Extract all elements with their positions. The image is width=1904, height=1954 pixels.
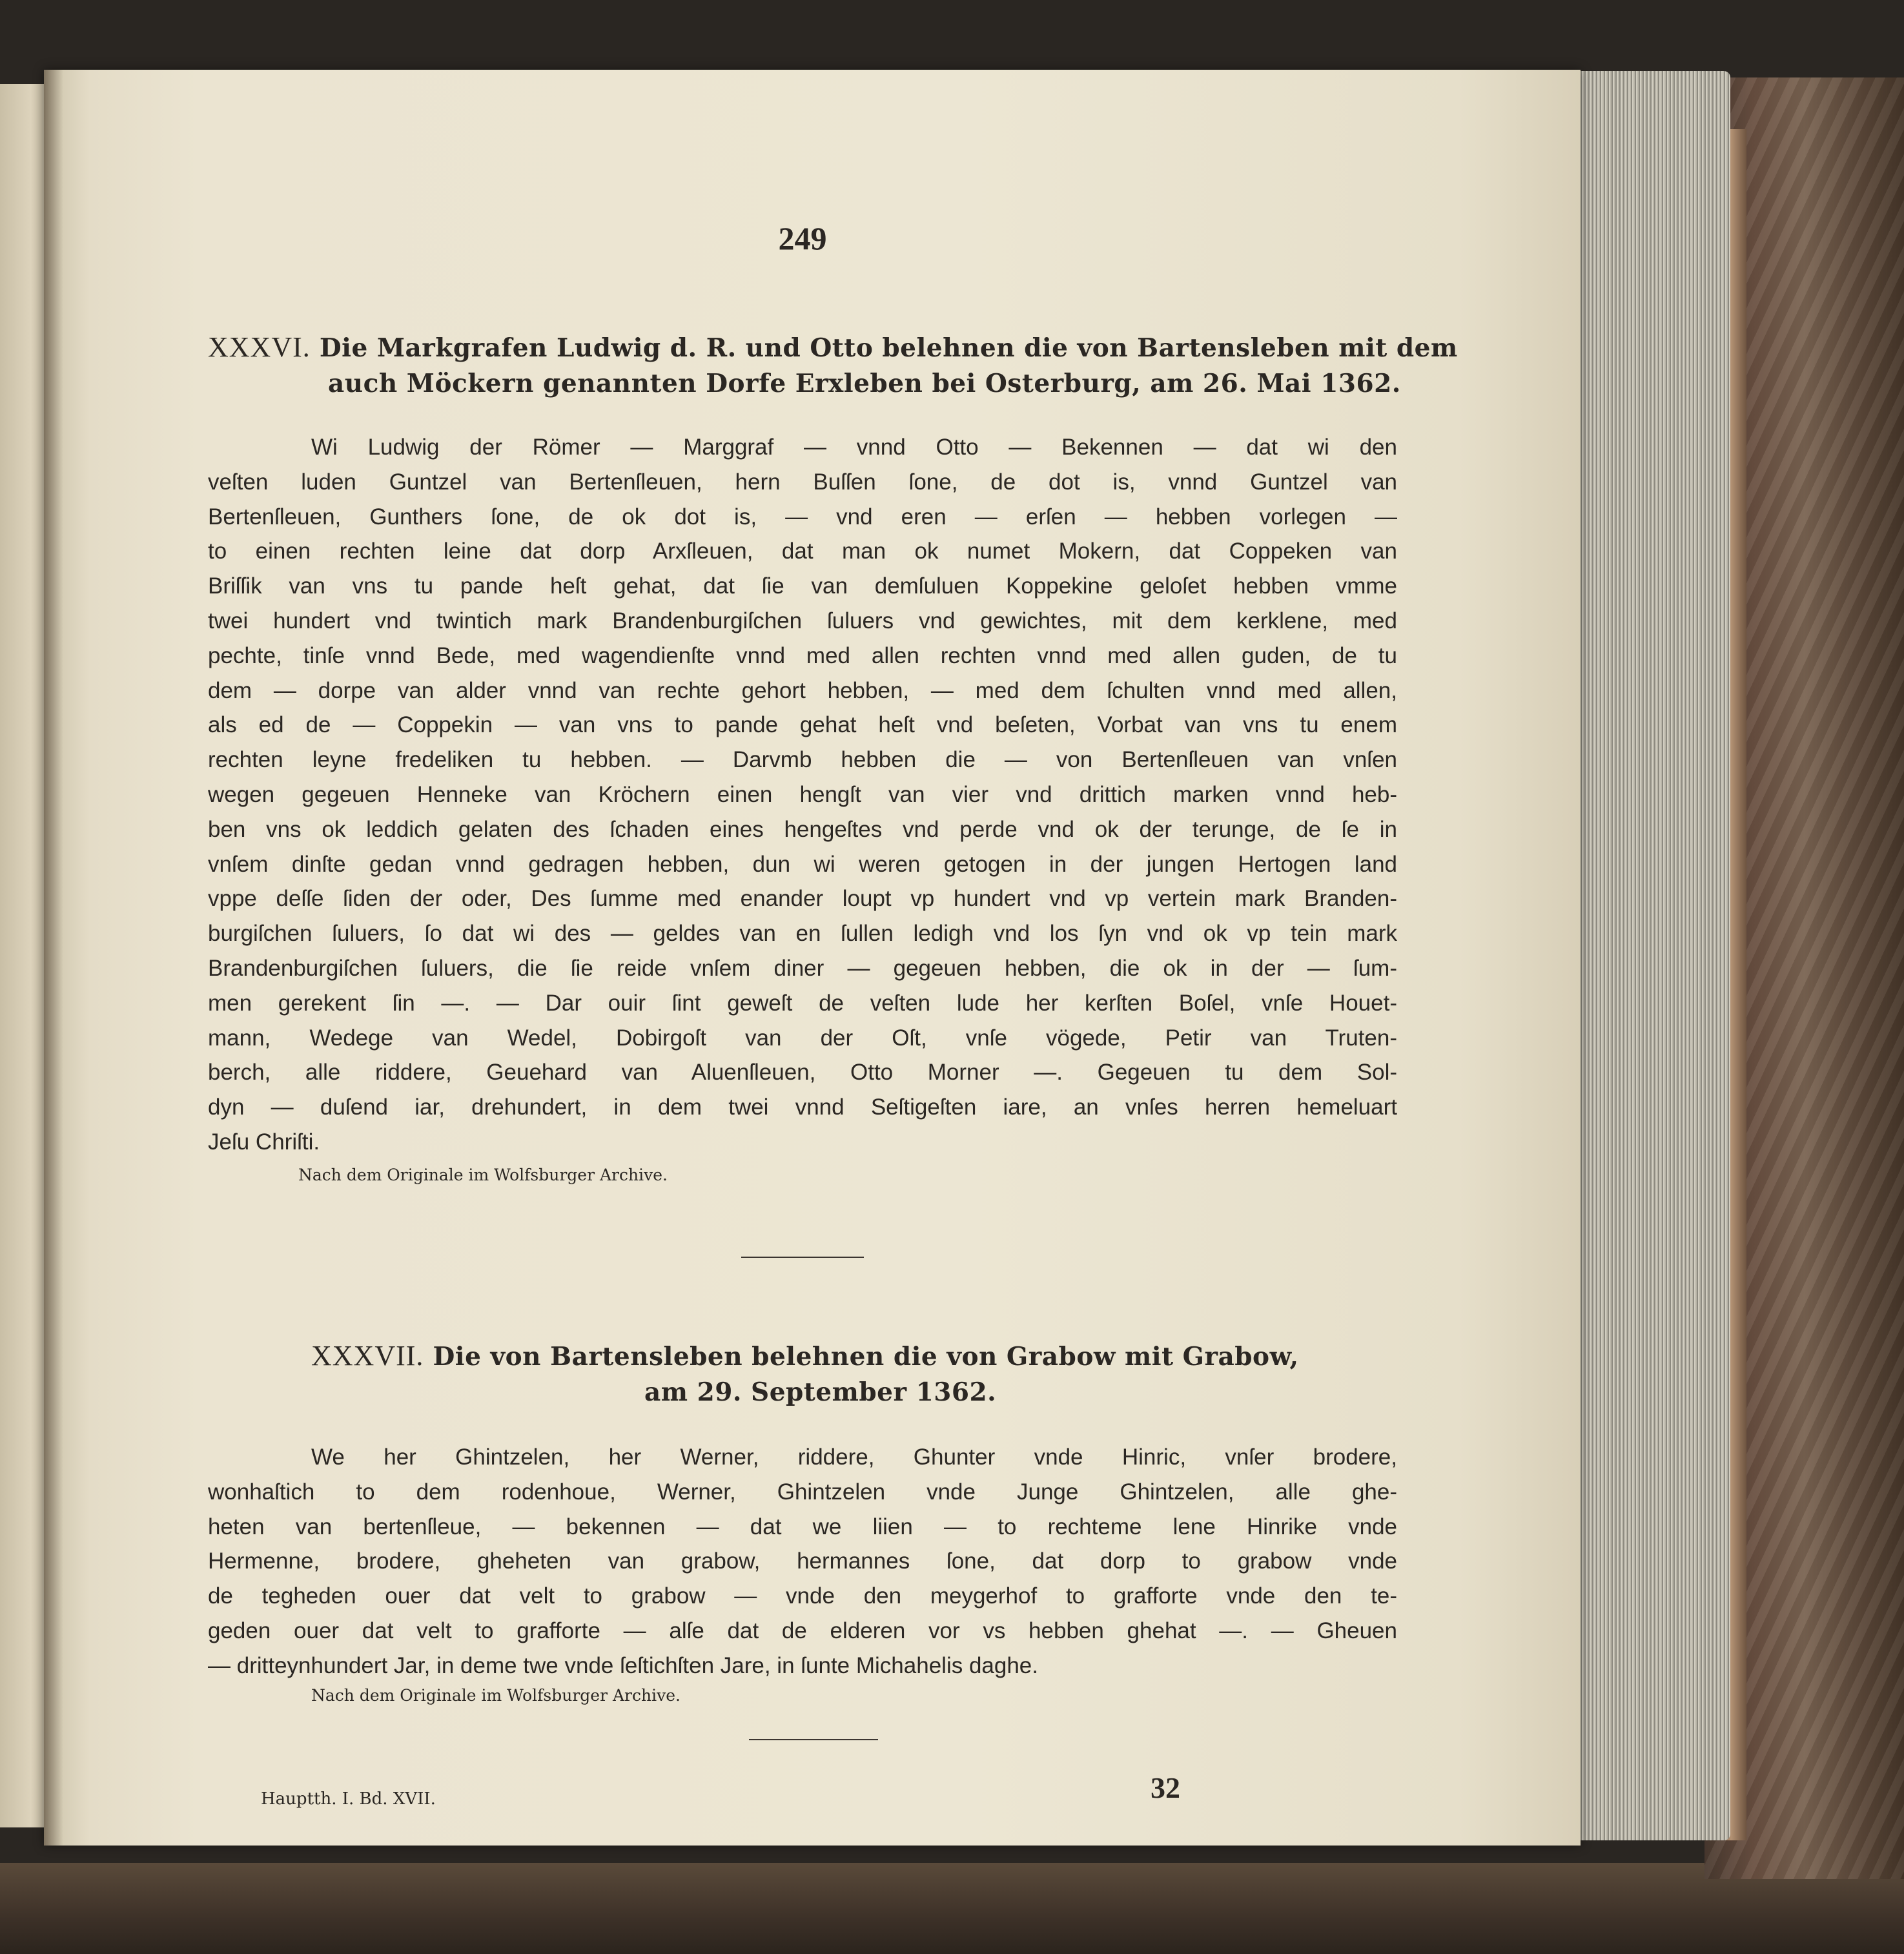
text-line: — dritteynhundert Jar, in deme twe vnde ſeſtichſten Jare, in ſunte Michahelis daghe. — [208, 1652, 1038, 1678]
section-title-part-1: Die von Bartensleben belehnen die von Grabow mit Grabow, — [433, 1342, 1299, 1372]
page-number: 249 — [778, 220, 827, 256]
text-line: Bertenſleuen, Gunthers ſone, de ok dot is, — vnd eren — erſen — hebben vorlegen — — [208, 504, 1397, 530]
text-line: twei hundert vnd twintich mark Brandenburgiſchen ſuluers vnd gewichtes, mit dem kerklene, med — [208, 608, 1397, 633]
section-numeral: XXXVII. — [311, 1340, 424, 1372]
section-heading-36 — [208, 329, 1458, 402]
text-line: men gerekent ſin —. — Dar ouir ſint geweſt de veſten lude her kerſten Boſel, vnſe Houet- — [208, 990, 1397, 1016]
text-line: veſten luden Guntzel van Bertenſleuen, hern Buſſen ſone, de dot is, vnnd Guntzel van — [208, 469, 1397, 495]
section-title-part-2: auch Möckern genannten Dorfe Erxleben bei Osterburg, am 26. Mai 1362. — [328, 369, 1401, 398]
text-line: heten van bertenſleue, — bekennen — dat we liien — to rechteme lene Hinrike vnde — [208, 1514, 1397, 1539]
text-line: als ed de — Coppekin — van vns to pande gehat heſt vnd beſeten, Vorbat van vns tu enem — [208, 712, 1397, 738]
section-heading-line-1 — [208, 1338, 1397, 1374]
text-line: Brandenburgiſchen ſuluers, die ſie reide vnſem diner — gegeuen hebben, die ok in der — ſum- — [208, 955, 1397, 981]
charter-text-36 — [208, 430, 1397, 1160]
text-line: dyn — duſend iar, drehundert, in dem twei vnnd Seſtigeſten iare, an vnſes herren hemeluart — [208, 1095, 1397, 1120]
text-line: vnſem dinſte gedan vnnd gedragen hebben, dun wi weren getogen in der jungen Hertogen land — [208, 851, 1397, 877]
page-gutter-shadow — [44, 70, 63, 1846]
text-line: geden ouer dat velt to grafforte — alſe dat de elderen vor vs hebben ghehat —. — Gheuen — [208, 1618, 1397, 1643]
text-line: ben vns ok leddich gelaten des ſchaden eines hengeſtes vnd perde vnd ok der terunge, de ſe in — [208, 816, 1397, 842]
section-heading-line-1 — [208, 329, 1458, 365]
text-line: burgiſchen ſuluers, ſo dat wi des — geldes van en ſullen ledigh vnd los ſyn vnd ok vp tein mark — [208, 921, 1397, 947]
text-line: mann, Wedege van Wedel, Dobirgoſt van der Oſt, vnſe vögede, Petir van Truten- — [208, 1025, 1397, 1051]
section-heading-37 — [208, 1338, 1397, 1410]
text-line: Hermenne, brodere, gheheten van grabow, hermannes ſone, dat dorp to grabow vnde — [208, 1548, 1397, 1574]
section-title-part-1: Die Markgrafen Ludwig d. R. und Otto belehnen die von Bartensleben mit dem — [319, 333, 1458, 363]
text-line: rechten leyne fredeliken tu hebben. — Darvmb hebben die — von Bertenſleuen van vnſen — [208, 747, 1397, 773]
page-block-edges — [1575, 71, 1730, 1840]
text-line: vppe deſſe ſiden der oder, Des ſumme med enander loupt vp hundert vnd vp vertein mark Branden- — [208, 886, 1397, 912]
text-line: de tegheden ouer dat velt to grabow — vnde den meygerhof to grafforte vnde den te- — [208, 1583, 1397, 1609]
source-note-36: Nach dem Originale im Wolfsburger Archive. — [298, 1166, 668, 1184]
printer-signature: Hauptth. I. Bd. XVII. — [261, 1789, 436, 1809]
text-line: Wi Ludwig der Römer — Marggraf — vnnd Otto — Bekennen — dat wi den — [311, 435, 1397, 460]
section-numeral: XXXVI. — [208, 331, 311, 363]
sheet-number: 32 — [1151, 1771, 1180, 1804]
charter-text-37 — [208, 1440, 1397, 1683]
text-line: to einen rechten leine dat dorp Arxſleuen, dat man ok numet Mokern, dat Coppeken van — [208, 539, 1397, 564]
text-line: Jeſu Chriſti. — [208, 1129, 320, 1155]
text-line: We her Ghintzelen, her Werner, riddere, Ghunter vnde Hinric, vnſer brodere, — [311, 1445, 1397, 1470]
text-line: wonhaſtich to dem rodenhoue, Werner, Ghintzelen vnde Junge Ghintzelen, alle ghe- — [208, 1479, 1397, 1505]
text-line: pechte, tinſe vnnd Bede, med wagendienſte vnnd med allen rechten vnnd med allen guden, de tu — [208, 643, 1397, 668]
section-title-part-2: am 29. September 1362. — [644, 1377, 997, 1407]
book-page — [44, 70, 1581, 1846]
text-line: berch, alle riddere, Geuehard van Aluenſleuen, Otto Morner —. Gegeuen tu dem Sol- — [208, 1060, 1397, 1085]
section-divider — [749, 1739, 878, 1740]
source-note-37: Nach dem Originale im Wolfsburger Archive. — [311, 1686, 681, 1705]
text-line: dem — dorpe van alder vnnd van rechte gehort hebben, — med dem ſchulten vnnd med allen, — [208, 677, 1397, 703]
text-line: Briſſik van vns tu pande heſt gehat, dat ſie van demſuluen Koppekine geloſet hebben vmme — [208, 573, 1397, 599]
text-line: wegen gegeuen Henneke van Kröchern einen hengſt van vier vnd drittich marken vnnd heb- — [208, 781, 1397, 807]
section-divider — [741, 1257, 864, 1258]
book-cover-bottom — [0, 1863, 1904, 1954]
